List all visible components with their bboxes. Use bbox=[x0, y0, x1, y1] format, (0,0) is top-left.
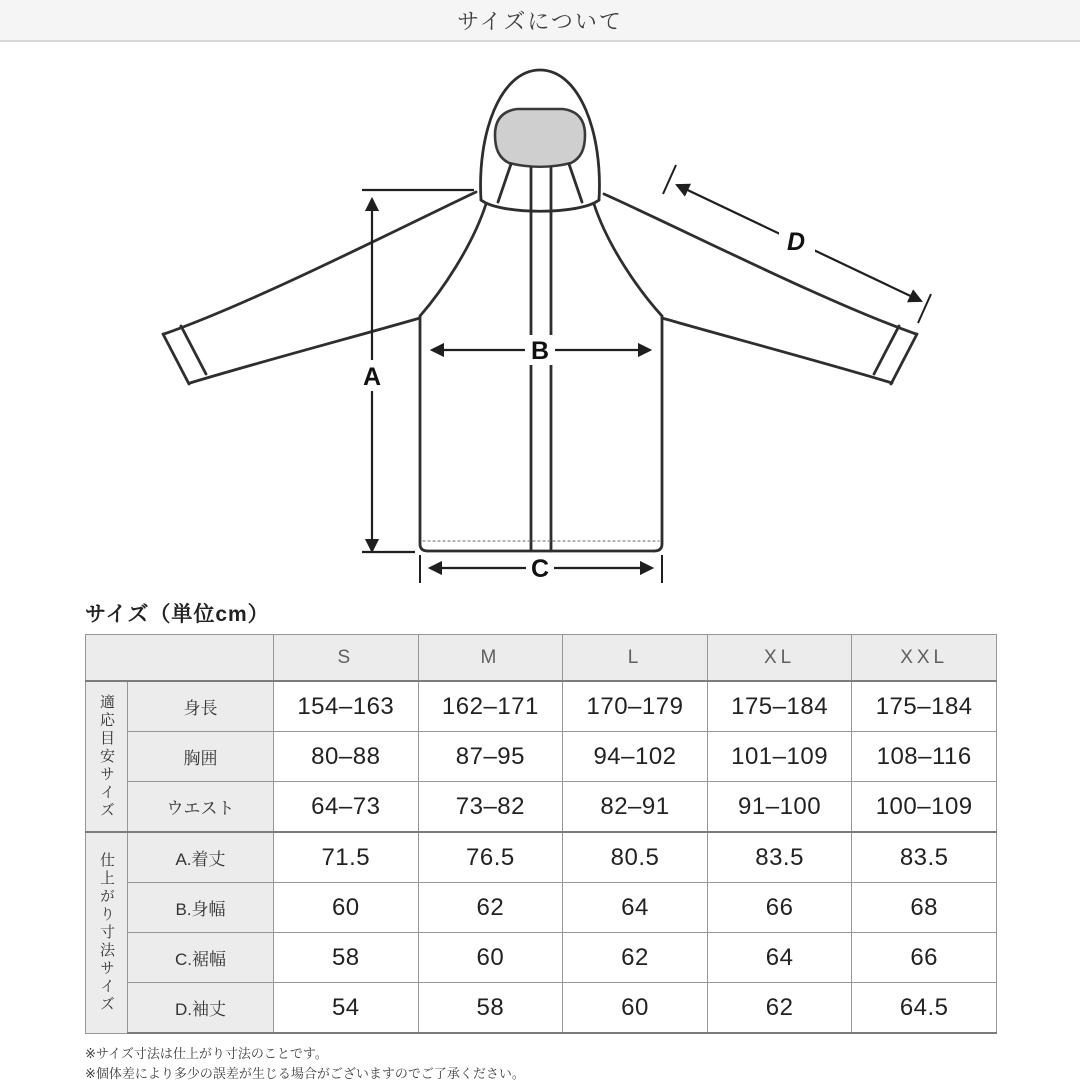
size-value: 162–171 bbox=[418, 681, 563, 732]
size-value: 101–109 bbox=[707, 732, 852, 782]
size-value: 82–91 bbox=[563, 782, 708, 833]
shoulder-left bbox=[164, 192, 476, 334]
size-value: 76.5 bbox=[418, 832, 563, 883]
row-label: 胸囲 bbox=[128, 732, 274, 782]
size-value: 66 bbox=[707, 883, 852, 933]
row-label: B.身幅 bbox=[128, 883, 274, 933]
size-value: 108–116 bbox=[852, 732, 997, 782]
hood-funnel-left bbox=[498, 164, 511, 202]
size-value: 64–73 bbox=[274, 782, 419, 833]
size-value: 62 bbox=[563, 933, 708, 983]
size-value: 60 bbox=[274, 883, 419, 933]
d-tick-start bbox=[663, 165, 676, 194]
label-a: A bbox=[362, 363, 382, 391]
size-value: 83.5 bbox=[852, 832, 997, 883]
jacket-size-diagram bbox=[0, 42, 1080, 596]
size-value: 60 bbox=[563, 983, 708, 1034]
label-d: D bbox=[786, 228, 806, 256]
size-value: 154–163 bbox=[274, 681, 419, 732]
d-tick-end bbox=[918, 294, 931, 323]
size-value: 64.5 bbox=[852, 983, 997, 1034]
cuff-right bbox=[874, 326, 917, 384]
dimension-arrows bbox=[358, 165, 931, 583]
size-value: 58 bbox=[274, 933, 419, 983]
table-row bbox=[86, 732, 997, 782]
dimension-arrow-a bbox=[358, 199, 386, 551]
row-label: A.着丈 bbox=[128, 832, 274, 883]
group-label-finished-size: 仕上がり寸法サイズ bbox=[86, 832, 128, 1033]
raglan-seam-right bbox=[594, 204, 662, 316]
size-value: 100–109 bbox=[852, 782, 997, 833]
size-value: 80–88 bbox=[274, 732, 419, 782]
table-row bbox=[86, 681, 997, 732]
row-label: C.裾幅 bbox=[128, 933, 274, 983]
table-row bbox=[86, 832, 997, 883]
size-value: 68 bbox=[852, 883, 997, 933]
table-row bbox=[86, 983, 997, 1034]
sleeve-underside-right bbox=[662, 318, 892, 383]
dimension-arrow-d bbox=[663, 165, 931, 323]
table-corner-cell bbox=[86, 635, 274, 682]
row-label: ウエスト bbox=[128, 782, 274, 833]
column-header-m: M bbox=[418, 635, 563, 682]
label-b: B bbox=[530, 337, 550, 365]
footnotes bbox=[85, 1044, 1080, 1084]
cuff-left bbox=[163, 326, 206, 384]
size-value: 170–179 bbox=[563, 681, 708, 732]
hood-funnel-right bbox=[569, 164, 582, 202]
body-side-right bbox=[654, 316, 662, 551]
size-value: 175–184 bbox=[707, 681, 852, 732]
size-value: 60 bbox=[418, 933, 563, 983]
jacket-outline bbox=[163, 70, 917, 551]
body-side-left bbox=[420, 316, 428, 551]
dimension-arrow-b bbox=[432, 335, 650, 365]
table-row bbox=[86, 883, 997, 933]
table-header-row bbox=[86, 635, 997, 682]
shoulder-right bbox=[604, 194, 916, 334]
size-value: 58 bbox=[418, 983, 563, 1034]
column-header-s: S bbox=[274, 635, 419, 682]
column-header-xl: XL bbox=[707, 635, 852, 682]
title-bar bbox=[0, 0, 1080, 42]
size-value: 73–82 bbox=[418, 782, 563, 833]
page-title: サイズについて bbox=[457, 8, 623, 34]
table-row bbox=[86, 782, 997, 833]
footnote-line: ※個体差により多少の誤差が生じる場合がございますのでご了承ください。 bbox=[85, 1066, 525, 1082]
size-value: 54 bbox=[274, 983, 419, 1034]
row-label: D.袖丈 bbox=[128, 983, 274, 1034]
size-value: 94–102 bbox=[563, 732, 708, 782]
size-value: 175–184 bbox=[852, 681, 997, 732]
column-header-xxl: XXL bbox=[852, 635, 997, 682]
row-label: 身長 bbox=[128, 681, 274, 732]
dimension-arrow-c bbox=[420, 553, 662, 583]
label-c: C bbox=[530, 555, 550, 583]
size-value: 71.5 bbox=[274, 832, 419, 883]
group-label-fit-guide: 適応目安サイズ bbox=[86, 681, 128, 832]
size-table-heading: サイズ（単位cm） bbox=[85, 603, 270, 626]
size-value: 64 bbox=[707, 933, 852, 983]
size-value: 62 bbox=[418, 883, 563, 933]
size-value: 64 bbox=[563, 883, 708, 933]
size-value: 66 bbox=[852, 933, 997, 983]
hood-opening bbox=[495, 109, 585, 167]
size-table bbox=[85, 634, 997, 1034]
raglan-seam-left bbox=[420, 204, 486, 316]
footnote-line: ※サイズ寸法は仕上がり寸法のことです。 bbox=[85, 1046, 328, 1061]
size-value: 62 bbox=[707, 983, 852, 1034]
size-value: 87–95 bbox=[418, 732, 563, 782]
column-header-l: L bbox=[563, 635, 708, 682]
size-value: 91–100 bbox=[707, 782, 852, 833]
size-value: 83.5 bbox=[707, 832, 852, 883]
size-value: 80.5 bbox=[563, 832, 708, 883]
table-row bbox=[86, 933, 997, 983]
